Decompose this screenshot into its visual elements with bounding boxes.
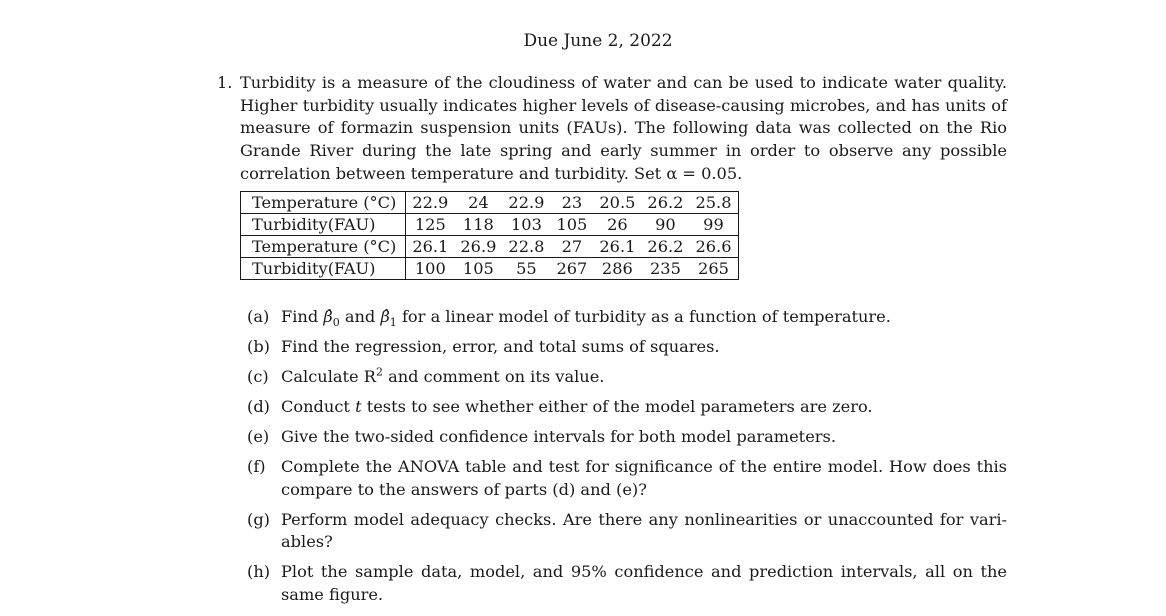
part-e bbox=[247, 426, 1007, 449]
table-cell: 22.9 bbox=[508, 193, 545, 212]
row-label: Turbidity(FAU) bbox=[241, 214, 406, 236]
table-cell: 22.8 bbox=[502, 236, 550, 258]
table-cell: 99 bbox=[689, 214, 738, 236]
table-cell: 105 bbox=[550, 214, 593, 236]
table-cell: 26.9 bbox=[454, 236, 502, 258]
table-row bbox=[241, 236, 739, 258]
table-row bbox=[241, 258, 739, 280]
part-text: Complete the ANOVA table and test for significance of the entire model. How does this compare to the answers of parts (d) and (e)? bbox=[281, 457, 1007, 499]
part-label: (e) bbox=[247, 427, 270, 446]
table-cell: 105 bbox=[454, 258, 502, 280]
table-cell: 118 bbox=[454, 214, 502, 236]
part-text: for a linear model of turbidity as a function of temperature. bbox=[396, 307, 891, 326]
table-cell: 26.2 bbox=[647, 193, 684, 212]
part-text: Give the two-sided confidence intervals for both model parameters. bbox=[281, 427, 836, 446]
part-label: (g) bbox=[247, 509, 270, 529]
superscript: 2 bbox=[375, 365, 383, 379]
part-label: (h) bbox=[247, 562, 271, 582]
table-cell: 22.9 bbox=[412, 193, 449, 212]
table-row bbox=[241, 214, 739, 236]
part-text: Calculate R bbox=[281, 367, 376, 386]
beta-hat-symbol: β̂ bbox=[380, 307, 390, 326]
table-cell: 25.8 bbox=[695, 193, 732, 212]
part-text: Conduct bbox=[281, 397, 356, 416]
row-label: Turbidity(FAU) bbox=[241, 258, 406, 280]
table-cell: 267 bbox=[550, 258, 593, 280]
part-h bbox=[247, 561, 1007, 606]
part-label: (f) bbox=[247, 457, 266, 476]
table-cell: 26.2 bbox=[641, 236, 689, 258]
table-cell: 235 bbox=[641, 258, 689, 280]
subscript: 1 bbox=[389, 316, 397, 330]
part-label: (d) bbox=[247, 397, 270, 416]
part-label: (b) bbox=[247, 337, 270, 356]
t-variable: t bbox=[355, 397, 362, 416]
table-cell: 286 bbox=[593, 258, 641, 280]
part-text: Find the regression, error, and total sums of squares. bbox=[281, 337, 720, 356]
row-label: Temperature (°C) bbox=[241, 236, 406, 258]
part-a bbox=[247, 306, 1007, 329]
table-cell: 100 bbox=[406, 258, 455, 280]
part-g bbox=[247, 509, 1007, 554]
table-row bbox=[241, 192, 739, 214]
part-f bbox=[247, 456, 1007, 501]
table-cell: 26.1 bbox=[406, 236, 455, 258]
table-cell: 24 bbox=[468, 193, 489, 212]
row-label: Temperature (°C) bbox=[241, 192, 406, 214]
part-text: Find bbox=[281, 307, 324, 326]
table-cell: 27 bbox=[550, 236, 593, 258]
question-parts bbox=[247, 306, 1007, 614]
subscript: 0 bbox=[332, 316, 340, 330]
part-label: (c) bbox=[247, 367, 269, 386]
table-cell: 55 bbox=[502, 258, 550, 280]
part-b bbox=[247, 336, 1007, 359]
table-cell: 265 bbox=[689, 258, 738, 280]
problem-intro-text: Turbidity is a measure of the cloudiness of water and can be used to indicate water quality. Higher turbidity usually indicates higher levels of disease-causing microbes, and has units of measure of formazin suspension units (FAUs). The following data was collected on the Rio Grande River during the late spring and early summer in order to observe any possible correlation between temperature and turbidity. Set α = 0.05. bbox=[240, 73, 1007, 183]
beta-hat-symbol: β̂ bbox=[323, 307, 333, 326]
problem-1 bbox=[217, 72, 1007, 186]
table-cell: 26.1 bbox=[593, 236, 641, 258]
part-d bbox=[247, 396, 1007, 419]
part-text: Perform model adequacy checks. Are there any nonlinearities or unaccounted for vari-ables? bbox=[281, 509, 1007, 552]
table-cell: 103 bbox=[502, 214, 550, 236]
table-cell: 125 bbox=[406, 214, 455, 236]
part-c bbox=[247, 366, 1007, 389]
part-text: tests to see whether either of the model parameters are zero. bbox=[361, 397, 873, 416]
part-label: (a) bbox=[247, 307, 270, 326]
table-cell: 90 bbox=[641, 214, 689, 236]
table-cell: 23 bbox=[561, 193, 583, 212]
part-text: and bbox=[339, 307, 381, 326]
table-cell: 20.5 bbox=[599, 193, 636, 212]
part-text: Plot the sample data, model, and 95% confidence and prediction intervals, all on the same figure. bbox=[281, 562, 1007, 605]
table-cell: 26 bbox=[593, 214, 641, 236]
part-text: and comment on its value. bbox=[382, 367, 605, 386]
problem-number: 1. bbox=[217, 73, 233, 92]
due-date-header: Due June 2, 2022 bbox=[523, 31, 673, 51]
table-cell: 26.6 bbox=[689, 236, 738, 258]
data-table bbox=[240, 191, 739, 280]
